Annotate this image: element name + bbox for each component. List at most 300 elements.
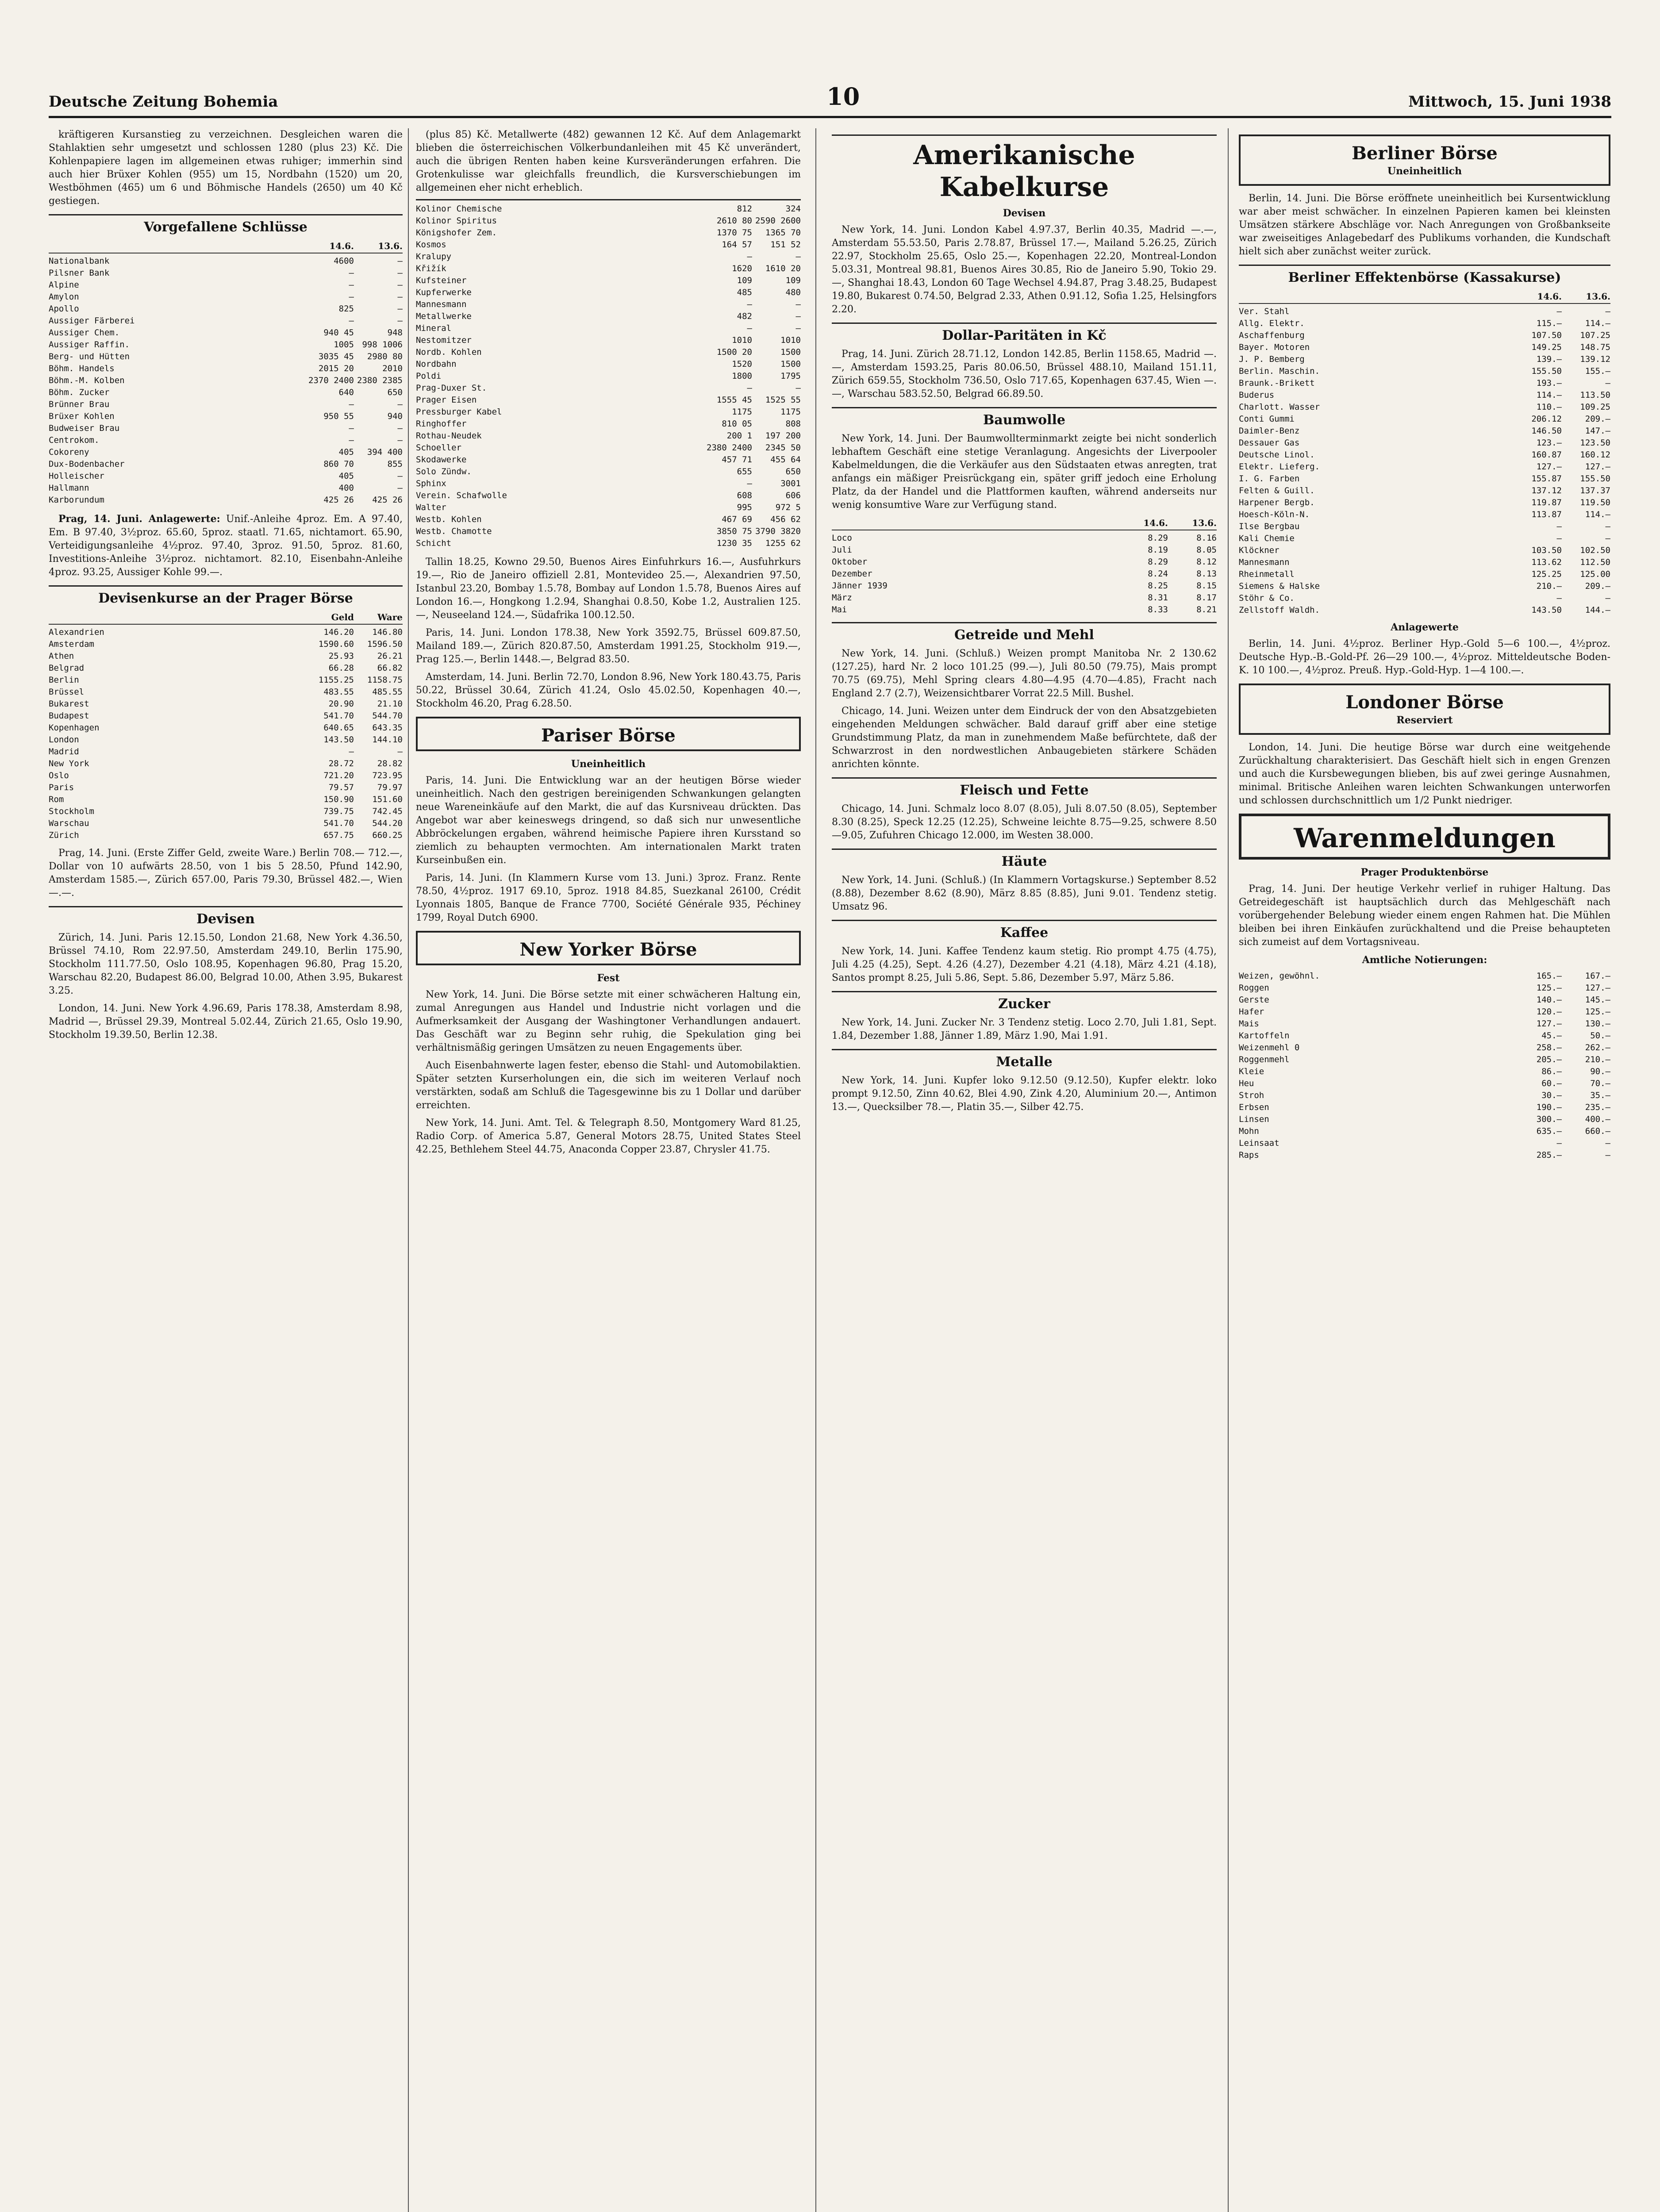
quotes-table	[49, 255, 403, 506]
row-value: —	[397, 316, 403, 326]
row-value: 115.—	[1536, 319, 1562, 328]
table-row	[49, 710, 403, 722]
table-row	[1239, 485, 1610, 497]
row-value: —	[397, 471, 403, 481]
row-label: Brüssel	[49, 687, 85, 697]
row-value: 143.50	[1531, 605, 1562, 615]
table-row	[832, 580, 1217, 592]
row-value: 70.—	[1590, 1079, 1610, 1088]
row-value: —	[1605, 534, 1610, 543]
row-value: 1800	[732, 371, 752, 381]
table-row	[49, 434, 403, 446]
row-value: 1795	[780, 371, 801, 381]
section-subheading: Amtliche Notierungen:	[1362, 954, 1487, 966]
section-heading: Baumwolle	[832, 407, 1217, 429]
row-value: 109	[785, 276, 801, 285]
article-text: Paris, 14. Juni. Die Entwicklung war an der heutigen Börse wieder uneinheitlich. Nach den gestrigen bereinigenden Schwankungen gelangten neue Wareneinkäufe auf den Markt, die auf das Kursniveau drückten. Das Angebot war aber keineswegs dringend, so daß sich nur unwesentliche Abbröckelungen ergaben, während heimische Papiere ihren Kursstand so ziemlich zu behaupten vermochten. Am internationalen Markt traten Kurseinbußen ein.	[416, 775, 801, 866]
table-row	[49, 422, 403, 434]
table-row	[416, 430, 801, 442]
row-value: 150.90	[323, 795, 354, 804]
table-row	[49, 327, 403, 339]
row-value: 1590.60	[318, 639, 354, 649]
table-row	[1239, 1006, 1610, 1018]
row-value: —	[349, 747, 354, 757]
row-label: Bayer. Motoren	[1239, 342, 1310, 352]
row-value: 2015 20	[318, 364, 354, 373]
row-label: Conti Gummi	[1239, 414, 1295, 424]
row-label: Cokoreny	[49, 447, 89, 457]
row-value: 123.50	[1580, 438, 1610, 448]
table-row	[1239, 970, 1610, 982]
article-text: Chicago, 14. Juni. Schmalz loco 8.07 (8.05), Juli 8.07.50 (8.05), September 8.30 (8.25), Speck 12.25 (12.25), Schweine leichte 8.75—9.25, schwere 8.50—9.05, Zufuhren Chicago 12.000, im Westen 38.000.	[832, 803, 1217, 841]
row-value: 1500	[780, 347, 801, 357]
section-subheading: Reserviert	[1396, 714, 1453, 726]
column-rule	[408, 128, 409, 2212]
table-row	[832, 544, 1217, 556]
section-heading: Vorgefallene Schlüsse	[49, 214, 403, 236]
row-value: 137.37	[1580, 486, 1610, 495]
row-value: —	[747, 300, 752, 309]
row-value: —	[1605, 1150, 1610, 1160]
row-value: 394 400	[367, 447, 403, 457]
row-label: Brüxer Kohlen	[49, 411, 115, 421]
row-value: 3035 45	[318, 352, 354, 361]
row-value: —	[349, 292, 354, 302]
row-value: 66.28	[328, 663, 354, 673]
row-value: 107.50	[1531, 330, 1562, 340]
table-row	[832, 592, 1217, 604]
section-heading: Devisenkurse an der Prager Börse	[49, 585, 403, 607]
row-value: 109	[737, 276, 752, 285]
row-label: Nestomitzer	[416, 335, 472, 345]
row-value: 608	[737, 491, 752, 500]
row-value: 660.—	[1585, 1126, 1610, 1136]
table-row	[1239, 353, 1610, 365]
row-value: 210.—	[1585, 1055, 1610, 1064]
table-row	[1239, 377, 1610, 389]
row-value: 1596.50	[367, 639, 403, 649]
row-label: Felten & Guill.	[1239, 486, 1315, 495]
row-value: —	[397, 280, 403, 290]
table-row	[832, 532, 1217, 544]
section-heading: Pariser Börse	[541, 725, 676, 746]
row-label: Zellstoff Waldh.	[1239, 605, 1320, 615]
newspaper-name: Deutsche Zeitung Bohemia	[49, 93, 278, 111]
article-text: Berlin, 14. Juni. Die Börse eröffnete uneinheitlich bei Kursentwicklung war aber meist schwächer. In einzelnen Papieren kamen bei kleinsten Umsätzen stärkere Abschläge vor. Nach Anregungen von Großbankseite war zweiseitiges Anlagebedarf des Publikums vorhanden, die Kundschaft hielt sich aber zunächst weiter zurück.	[1239, 193, 1610, 257]
row-label: Braunk.-Brikett	[1239, 378, 1315, 388]
row-value: 3790 3820	[755, 526, 801, 536]
row-label: Stockholm	[49, 806, 94, 816]
row-value: 2980 80	[367, 352, 403, 361]
row-value: 155.—	[1585, 366, 1610, 376]
section-heading: Amerikanische Kabelkurse	[832, 134, 1217, 203]
row-value: 541.70	[323, 711, 354, 721]
row-value: 143.50	[323, 735, 354, 745]
article-text: Amsterdam, 14. Juni. Berlin 72.70, London 8.96, New York 180.43.75, Paris 50.22, Brüssel 30.64, Zürich 41.24, Oslo 45.02.50, Kopenhagen 40.—, Stockholm 46.20, Prag 6.28.50.	[416, 672, 801, 709]
section-subheading: Anlagewerte	[1391, 622, 1459, 633]
row-value: 1175	[732, 407, 752, 417]
row-value: 425 26	[372, 495, 403, 505]
row-value: 405	[338, 471, 354, 481]
row-value: 125.00	[1580, 569, 1610, 579]
article-text: Prag, 14. Juni. Der heutige Verkehr verlief in ruhiger Haltung. Das Getreidegeschäft ist hauptsächlich durch das Mehlgeschäft nach vorübergehender Belebung wieder einem engen Rahmen hat. Die Mühlen bleiben bei ihren Einkäufen zurückhaltend und die Preise behaupteten sich zumeist auf dem Vortagsniveau.	[1239, 883, 1610, 948]
row-value: 235.—	[1585, 1102, 1610, 1112]
row-value: 950 55	[323, 411, 354, 421]
row-label: Dessauer Gas	[1239, 438, 1300, 448]
section-subheading: Devisen	[1003, 207, 1046, 219]
table-row	[49, 650, 403, 662]
row-label: Kali Chemie	[1239, 534, 1295, 543]
table-row	[416, 299, 801, 311]
table-row	[1239, 461, 1610, 473]
row-value: —	[349, 268, 354, 278]
row-value: 8.21	[1196, 605, 1217, 614]
table-row	[49, 770, 403, 782]
table-row	[49, 387, 403, 399]
table-row	[49, 291, 403, 303]
row-value: 113.62	[1531, 557, 1562, 567]
row-value: 721.20	[323, 771, 354, 780]
table-row	[1239, 1042, 1610, 1054]
row-value: 405	[338, 447, 354, 457]
row-value: 112.50	[1580, 557, 1610, 567]
row-value: —	[1605, 307, 1610, 316]
table-row	[416, 466, 801, 478]
article-text: Chicago, 14. Juni. Weizen unter dem Eindruck der von den Absatzgebieten eingehenden Meldungen schwächer. Bald darauf griff aber eine stetige Grundstimmung Platz, da man in zunehmendem Maße befürchtete, daß der Schwarzrost in den nordwestlichen Anbaugebieten stärkere Schäden anrichten könnte.	[832, 706, 1217, 770]
row-value: 1620	[732, 264, 752, 273]
row-value: 139.12	[1580, 354, 1610, 364]
table-row	[416, 406, 801, 418]
row-value: 8.24	[1148, 569, 1168, 579]
row-value: 8.31	[1148, 593, 1168, 603]
row-label: Ver. Stahl	[1239, 307, 1290, 316]
row-label: Linsen	[1239, 1114, 1269, 1124]
table-row	[49, 830, 403, 841]
row-label: Prag-Duxer St.	[416, 383, 487, 393]
row-value: 812	[737, 204, 752, 214]
table-row	[1239, 509, 1610, 521]
table-row	[416, 287, 801, 299]
row-value: —	[397, 423, 403, 433]
row-value: 160.87	[1531, 450, 1562, 460]
row-value: 482	[737, 311, 752, 321]
row-label: Paris	[49, 783, 74, 792]
row-value: 107.25	[1580, 330, 1610, 340]
section-heading: Berliner Effektenbörse (Kassakurse)	[1239, 265, 1610, 286]
table-row	[1239, 1054, 1610, 1066]
table-row	[1239, 533, 1610, 545]
row-value: —	[1556, 307, 1562, 316]
table-row	[416, 346, 801, 358]
row-value: 2010	[382, 364, 403, 373]
table-header: 14.6. 13.6.	[832, 516, 1217, 530]
section-heading: Getreide und Mehl	[832, 622, 1217, 644]
row-label: Athen	[49, 651, 74, 661]
article-text: Zürich, 14. Juni. Paris 12.15.50, London 21.68, New York 4.36.50, Brüssel 74.10, Rom 22.97.50, Amsterdam 249.10, Berlin 175.90, Stockholm 111.77.50, Oslo 108.95, Kopenhagen 96.80, Prag 15.20, Warschau 82.20, Budapest 86.00, Belgrad 10.00, Athen 3.95, Bukarest 3.25.	[49, 932, 403, 996]
row-value: 742.45	[372, 806, 403, 816]
row-value: 30.—	[1541, 1091, 1562, 1100]
row-value: 723.95	[372, 771, 403, 780]
market-report-text: kräftigeren Kursanstieg zu verzeichnen. Desgleichen waren die Stahlaktien sehr umgesetzt und schlossen 1280 (plus 23) Kč. Die Kohlenpapiere lagen im allgemeinen etwas ruhiger; immerhin sind auch hier Brüxer Kohlen (955) um 15, Nordbahn (1520) um 20, Westböhmen (465) um 6 und Böhmische Handels (2650) um 40 Kč gestiegen.	[49, 129, 403, 207]
row-value: 1005	[334, 340, 354, 349]
table-row	[49, 746, 403, 758]
row-value: —	[795, 323, 801, 333]
table-row	[416, 311, 801, 323]
row-value: 167.—	[1585, 971, 1610, 981]
table-row	[49, 626, 403, 638]
table-row	[1239, 306, 1610, 318]
row-label: März	[832, 593, 852, 603]
row-label: Pressburger Kabel	[416, 407, 502, 417]
table-row	[1239, 1149, 1610, 1161]
row-value: 998 1006	[362, 340, 403, 349]
row-label: Oktober	[832, 557, 868, 567]
row-value: 8.05	[1196, 545, 1217, 555]
row-value: 125.25	[1531, 569, 1562, 579]
table-row	[1239, 497, 1610, 509]
row-value: 151 52	[770, 240, 801, 250]
row-value: 825	[338, 304, 354, 314]
row-label: Schicht	[416, 538, 452, 548]
section-box	[1239, 134, 1610, 186]
table-row	[49, 303, 403, 315]
row-label: J. P. Bemberg	[1239, 354, 1305, 364]
row-value: 655	[737, 467, 752, 476]
article-text: Prag, 14. Juni. (Erste Ziffer Geld, zweite Ware.) Berlin 708.— 712.—, Dollar von 10 aufwärts 28.50, von 1 bis 5 28.50, Pfund 142.90, Amsterdam 1585.—, Zürich 657.00, Paris 79.30, Brüssel 482.—, Wien —.—.	[49, 848, 403, 899]
row-value: 485.55	[372, 687, 403, 697]
row-label: Brünner Brau	[49, 399, 110, 409]
row-label: Mohn	[1239, 1126, 1259, 1136]
table-row	[416, 215, 801, 227]
table-row	[416, 526, 801, 538]
row-value: 190.—	[1536, 1102, 1562, 1112]
row-value: —	[1605, 1138, 1610, 1148]
table-row	[1239, 437, 1610, 449]
row-label: Kolinor Spiritus	[416, 216, 497, 226]
row-value: 160.12	[1580, 450, 1610, 460]
row-value: 147.—	[1585, 426, 1610, 436]
row-value: 114.—	[1536, 390, 1562, 400]
row-value: 145.—	[1585, 995, 1610, 1005]
row-value: 8.19	[1148, 545, 1168, 555]
row-label: Křižík	[416, 264, 446, 273]
table-row	[49, 698, 403, 710]
row-value: —	[397, 304, 403, 314]
row-label: Verein. Schafwolle	[416, 491, 507, 500]
row-value: 144.—	[1585, 605, 1610, 615]
row-value: 119.50	[1580, 498, 1610, 507]
table-row	[1239, 473, 1610, 485]
row-value: 137.12	[1531, 486, 1562, 495]
row-value: 640.65	[323, 723, 354, 733]
row-label: Böhm. Zucker	[49, 388, 110, 397]
row-value: 650	[785, 467, 801, 476]
row-value: 643.35	[372, 723, 403, 733]
row-value: 197 200	[765, 431, 801, 441]
row-label: Poldi	[416, 371, 442, 381]
row-label: Kleie	[1239, 1067, 1264, 1076]
table-row	[1239, 1066, 1610, 1078]
row-value: 948	[387, 328, 403, 338]
row-value: 1520	[732, 359, 752, 369]
table-row	[416, 394, 801, 406]
row-value: 149.25	[1531, 342, 1562, 352]
row-label: Siemens & Halske	[1239, 581, 1320, 591]
row-label: Raps	[1239, 1150, 1259, 1160]
row-value: 146.80	[372, 627, 403, 637]
row-label: Rheinmetall	[1239, 569, 1295, 579]
row-value: 739.75	[323, 806, 354, 816]
table-row	[1239, 1137, 1610, 1149]
row-value: 660.25	[372, 830, 403, 840]
table-row	[1239, 413, 1610, 425]
row-value: 2380 2400	[707, 443, 752, 453]
row-value: 3850 75	[716, 526, 752, 536]
section-heading: Kaffee	[832, 920, 1217, 941]
article-text: New York, 14. Juni. Zucker Nr. 3 Tendenz stetig. Loco 2.70, Juli 1.81, Sept. 1.84, Dezember 1.88, Jänner 1.89, März 1.90, Mai 1.91.	[832, 1017, 1217, 1041]
row-value: 940	[387, 411, 403, 421]
row-value: 127.—	[1585, 983, 1610, 993]
row-label: New York	[49, 759, 89, 768]
row-value: 86.—	[1541, 1067, 1562, 1076]
table-row	[416, 418, 801, 430]
commodity-table	[1239, 970, 1610, 1161]
row-label: Prager Eisen	[416, 395, 477, 405]
article-text: New York, 14. Juni. London Kabel 4.97.37, Berlin 40.35, Madrid —.—, Amsterdam 55.53.50, Paris 2.78.87, Brüssel 17.—, Mailand 5.26.25, Zürich 22.97, Stockholm 25.65, Oslo 25.—, Kopenhagen 22.20, Montreal-London 5.03.31, Montreal 98.81, Buenos Aires 30.85, Rio de Janeiro 5.90, Tokio 29.—, Shanghai 18.43, London 60 Tage Wechsel 4.94.87, Prag 3.48.25, Budapest 19.80, Bukarest 0.74.50, Belgrad 2.33, Athen 0.91.12, Sofia 1.25, Helsingfors 2.20.	[832, 224, 1217, 315]
row-value: 140.—	[1536, 995, 1562, 1005]
row-value: 2380 2385	[357, 376, 403, 385]
table-row	[416, 251, 801, 263]
row-label: Hafer	[1239, 1007, 1264, 1017]
row-value: —	[1556, 593, 1562, 603]
row-value: 209.—	[1585, 581, 1610, 591]
table-row	[49, 722, 403, 734]
table-row	[1239, 1078, 1610, 1090]
table-row	[49, 446, 403, 458]
row-value: —	[1556, 534, 1562, 543]
row-label: Leinsaat	[1239, 1138, 1280, 1148]
row-value: 2590 2600	[755, 216, 801, 226]
table-row	[49, 267, 403, 279]
row-label: Westb. Chamotte	[416, 526, 492, 536]
row-value: —	[747, 383, 752, 393]
row-value: 155.50	[1580, 474, 1610, 484]
article-text: New York, 14. Juni. Amt. Tel. & Telegraph 8.50, Montgomery Ward 81.25, Radio Corp. of America 5.87, General Motors 28.75, United States Steel 42.25, Bethlehem Steel 44.75, Anaconda Copper 23.87, Chrysler 41.75.	[416, 1118, 801, 1155]
row-label: Budweiser Brau	[49, 423, 120, 433]
row-value: 4600	[334, 256, 354, 266]
row-label: Kupferwerke	[416, 288, 472, 297]
row-value: 262.—	[1585, 1043, 1610, 1052]
article-text: Berlin, 14. Juni. 4½proz. Berliner Hyp.-Gold 5—6 100.—, 4½proz. Deutsche Hyp.-B.-Gold-Pf. 26—29 100.—, 4½proz. Mitteldeutsche Boden-K. 10 100.—, 4½proz. Preuß. Hyp.-Gold-Hyp. 1—4 100.—.	[1239, 638, 1610, 676]
row-value: 102.50	[1580, 545, 1610, 555]
table-row	[49, 662, 403, 674]
row-label: Mai	[832, 605, 847, 614]
row-value: 940 45	[323, 328, 354, 338]
row-value: 209.—	[1585, 414, 1610, 424]
row-label: Sphinx	[416, 479, 446, 488]
article-text: Prag, 14. Juni. Anlagewerte: Unif.-Anleihe 4proz. Em. A 97.40, Em. B 97.40, 3½proz. 65.60, 5proz. staatl. 71.65, nichtamort. 65.90, Verteidigungsanleihe 4½proz. 97.40, 3proz. 91.50, 5proz. 81.60, Investitions-Anleihe 3½proz. nichtamort. 82.10, Eisenbahn-Anleihe 4proz. 93.25, Aussiger Kohle 99.—.	[49, 513, 403, 578]
row-label: Rom	[49, 795, 64, 804]
row-value: 1500	[780, 359, 801, 369]
article-text: London, 14. Juni. Die heutige Börse war durch eine weitgehende Zurückhaltung charakterisiert. Das Geschäft hielt sich in engen Grenzen und auch die Kursbewegungen blieben, bis auf zwei geringe Ausnahmen, minimal. Britische Anleihen waren leichten Schwankungen unterworfen und schlossen durchschnittlich um 1/2 Punkt niedriger.	[1239, 742, 1610, 806]
row-label: Weizen, gewöhnl.	[1239, 971, 1320, 981]
article-text: New York, 14. Juni. Kupfer loko 9.12.50 (9.12.50), Kupfer elektr. loko prompt 9.12.50, Zinn 40.62, Blei 4.90, Zink 4.20, Aluminium 20.—, Antimon 13.—, Quecksilber 78.—, Platin 35.—, Silber 42.75.	[832, 1075, 1217, 1113]
row-label: Charlott. Wasser	[1239, 402, 1320, 412]
masthead	[49, 84, 1611, 118]
table-row	[416, 478, 801, 490]
row-label: Roggen	[1239, 983, 1269, 993]
article-text: Prag, 14. Juni. Zürich 28.71.12, London 142.85, Berlin 1158.65, Madrid —.—, Amsterdam 1593.25, Paris 80.06.50, Brüssel 488.10, Mailand 151.11, Zürich 659.55, Stockholm 736.50, Oslo 717.65, Kopenhagen 637.45, Wien —.—, Warschau 583.52.50, Belgrad 66.89.50.	[832, 349, 1217, 399]
row-value: 90.—	[1590, 1067, 1610, 1076]
row-value: 456 62	[770, 515, 801, 524]
row-label: Königshofer Zem.	[416, 228, 497, 238]
row-value: 425 26	[323, 495, 354, 505]
row-value: 8.29	[1148, 557, 1168, 567]
table-row	[49, 758, 403, 770]
row-value: 1610 20	[765, 264, 801, 273]
table-row	[49, 339, 403, 351]
row-value: 808	[785, 419, 801, 429]
table-row	[1239, 318, 1610, 330]
row-value: 155.50	[1531, 366, 1562, 376]
row-label: Loco	[832, 533, 852, 543]
row-label: Buderus	[1239, 390, 1275, 400]
table-row	[1239, 580, 1610, 592]
row-label: Ringhoffer	[416, 419, 467, 429]
section-box	[416, 931, 801, 965]
row-label: Belgrad	[49, 663, 85, 673]
row-value: —	[397, 747, 403, 757]
row-label: Centrokom.	[49, 435, 100, 445]
row-value: 1525 55	[765, 395, 801, 405]
table-row	[1239, 592, 1610, 604]
row-value: 1155.25	[318, 675, 354, 685]
row-value: 125.—	[1585, 1007, 1610, 1017]
row-value: 1175	[780, 407, 801, 417]
table-row	[1239, 982, 1610, 994]
row-value: 120.—	[1536, 1007, 1562, 1017]
row-label: Klöckner	[1239, 545, 1280, 555]
row-label: Aschaffenburg	[1239, 330, 1305, 340]
row-value: 544.70	[372, 711, 403, 721]
row-value: 1158.75	[367, 675, 403, 685]
row-value: 1365 70	[765, 228, 801, 238]
row-value: —	[1556, 1138, 1562, 1148]
table-header: Geld Ware	[49, 611, 403, 625]
row-label: Berlin. Maschin.	[1239, 366, 1320, 376]
row-label: Metallwerke	[416, 311, 472, 321]
article-text: New York, 14. Juni. Kaffee Tendenz kaum stetig. Rio prompt 4.75 (4.75), Juli 4.25 (4.25), Sept. 4.26 (4.27), Dezember 4.21 (4.18), März 4.21 (4.18), Santos prompt 8.25, Juli 5.86, Sept. 5.86, Dezember 5.97, März 5.86.	[832, 946, 1217, 983]
table-row	[416, 263, 801, 275]
article-text: New York, 14. Juni. (Schluß.) (In Klammern Vortagskurse.) September 8.52 (8.88), Dezember 8.62 (8.90), März 8.85 (8.85), Juni 9.01. Tendenz stetig. Umsatz 96.	[832, 875, 1217, 912]
section-heading: Devisen	[49, 906, 403, 928]
row-value: 28.72	[328, 759, 354, 768]
table-row	[1239, 449, 1610, 461]
issue-date: Mittwoch, 15. Juni 1938	[1408, 93, 1611, 111]
row-value: 1010	[732, 335, 752, 345]
row-value: 28.82	[377, 759, 403, 768]
row-label: Kralupy	[416, 252, 452, 261]
row-label: Madrid	[49, 747, 79, 757]
table-row	[416, 370, 801, 382]
column-rule	[1228, 128, 1229, 2212]
table-row	[1239, 401, 1610, 413]
table-row	[1239, 1090, 1610, 1102]
column-4	[1239, 128, 1610, 2212]
row-value: 200 1	[726, 431, 752, 441]
row-value: 8.29	[1148, 533, 1168, 543]
row-value: 400.—	[1585, 1114, 1610, 1124]
